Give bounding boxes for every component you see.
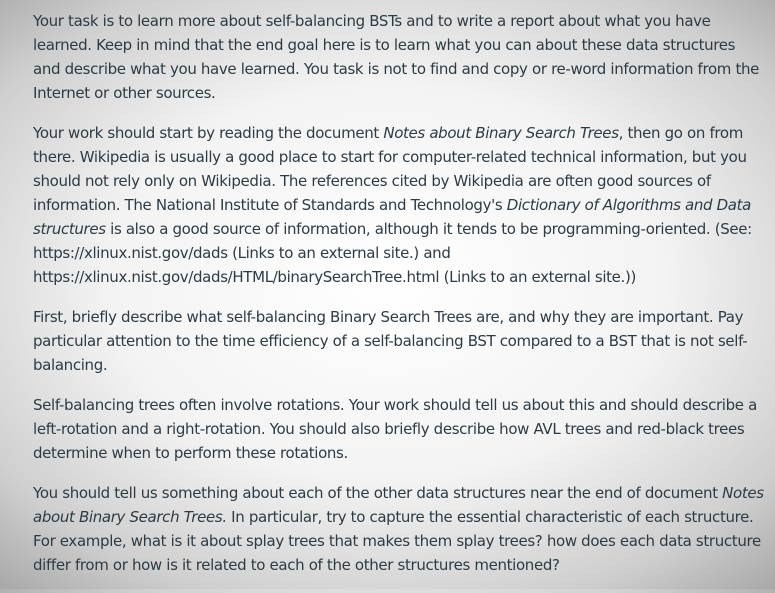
dictionary-title: Dictionary of Algorithms and Data structures — [33, 196, 752, 238]
assignment-body — [33, 9, 765, 593]
paragraph-other-structures-text-2: In particular, try to capture the essential characteristic of each structure. For example, what is it about splay trees that makes them splay trees? how does each data structure differ from or how is it related to each of the other structures mentioned? — [33, 508, 761, 574]
paragraph-intro — [33, 9, 765, 105]
paragraph-describe — [33, 305, 765, 377]
document-title-notes: Notes about Binary Search Trees — [383, 124, 619, 142]
paragraph-rotations — [33, 393, 765, 465]
paragraph-other-structures-text-1: You should tell us something about each of the other data structures near the end of document — [33, 484, 723, 502]
paragraph-sources-text-2: , then go on from there. Wikipedia is usually a good place to start for computer-related technical information, but you should not rely only on Wikipedia. The references cited by Wikipedia are often good sources of information. The National Institute of Standards and Technology's — [33, 124, 747, 214]
paragraph-rotations-text: Self-balancing trees often involve rotations. Your work should tell us about this and should describe a left-rotation and a right-rotation. You should also briefly describe how AVL trees and red-black trees determine when to perform these rotations. — [33, 396, 757, 462]
document-title-notes-2: Notes about Binary Search Trees. — [33, 484, 764, 526]
paragraph-intro-text: Your task is to learn more about self-balancing BSTs and to write a report about what you have learned. Keep in mind that the end goal here is to learn what you can about these data structures and describe what you have learned. You task is not to find and copy or re-word information from the Internet or other sources. — [33, 12, 760, 102]
paragraph-sources — [33, 121, 765, 289]
paragraph-describe-text: First, briefly describe what self-balancing Binary Search Trees are, and why they are important. Pay particular attention to the time efficiency of a self-balancing BST compared to a BST that is not self-balancing. — [33, 308, 748, 374]
paragraph-sources-text-1: Your work should start by reading the document — [33, 124, 384, 142]
paragraph-sources-text-3: is also a good source of information, although it tends to be programming-oriented. (See: https://xlinux.nist.gov/dads (Links to an external site.) and https://xlinux.nist.gov/dads/HTML/binarySearchTree.html (Links to an external site.)) — [33, 220, 752, 286]
paragraph-other-structures — [33, 481, 765, 577]
